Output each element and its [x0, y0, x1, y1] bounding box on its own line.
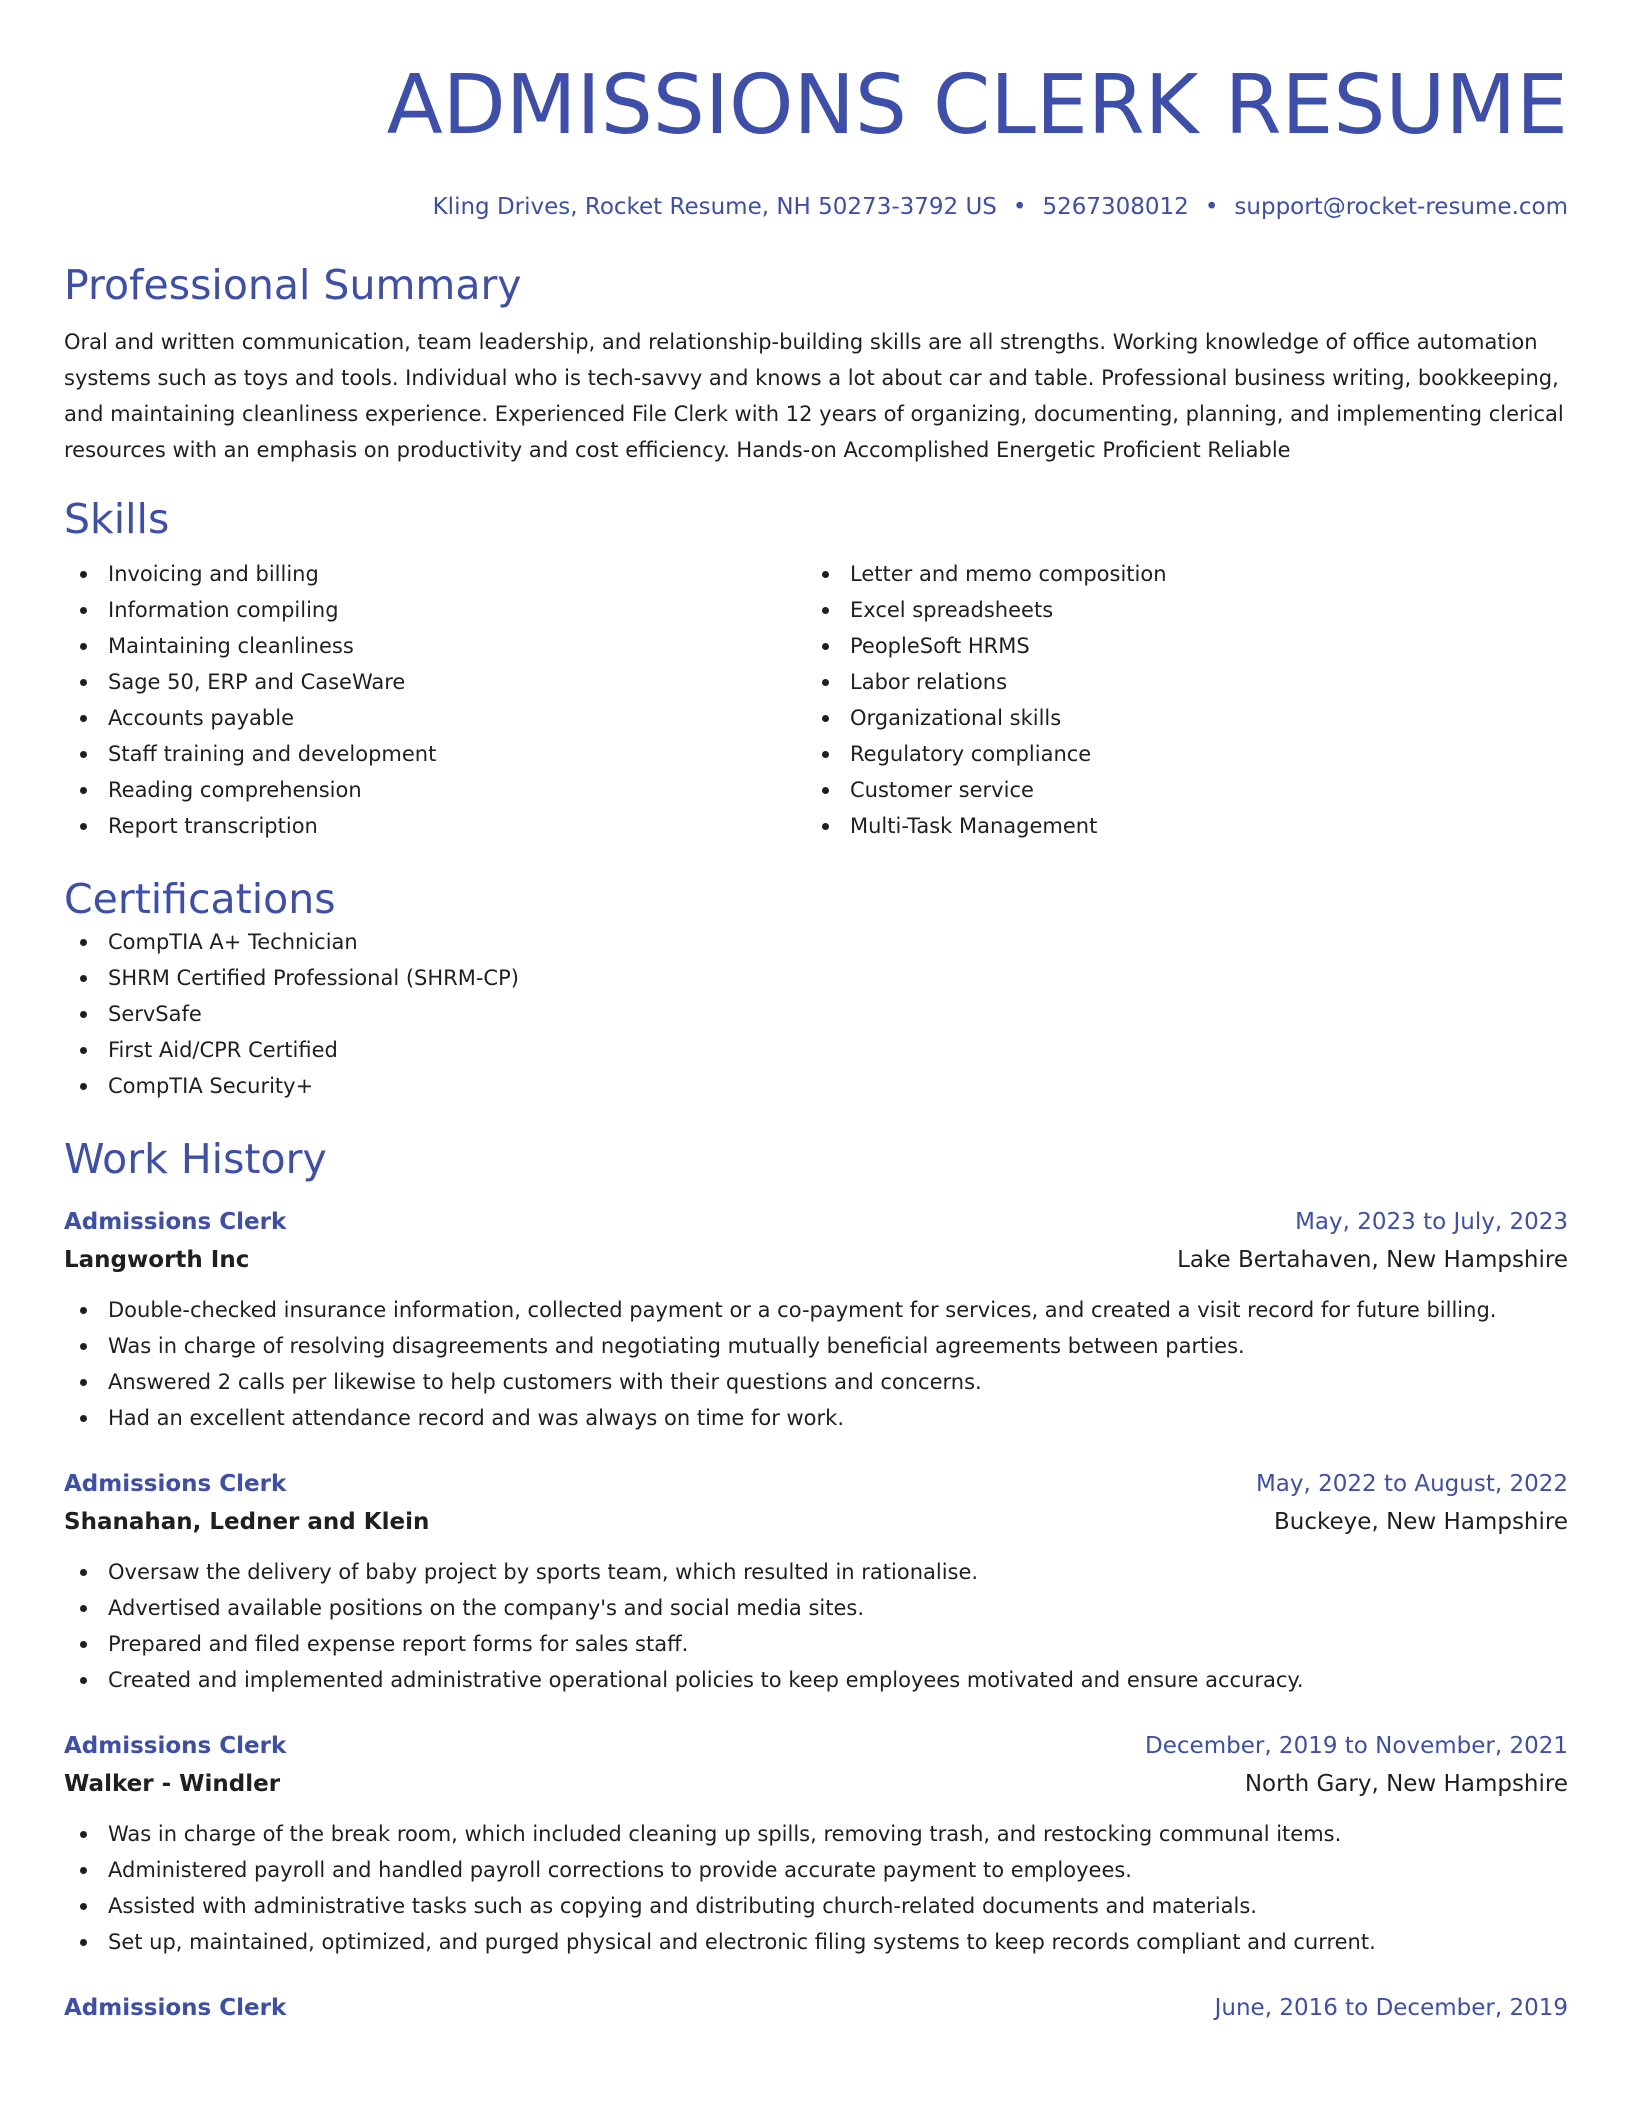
certification-item: First Aid/CPR Certified: [64, 1032, 1568, 1068]
resume-page: [64, 0, 1568, 2026]
skill-item: Organizational skills: [806, 700, 1548, 736]
job-title: Admissions Clerk: [64, 1995, 287, 2021]
skill-item: Sage 50, ERP and CaseWare: [64, 664, 806, 700]
job-dates: May, 2023 to July, 2023: [1295, 1209, 1568, 1235]
contact-separator: •: [1012, 194, 1027, 220]
job-bullet: Created and implemented administrative operational policies to keep employees motivated and ensure accuracy.: [64, 1662, 1568, 1698]
skill-item: Labor relations: [806, 664, 1548, 700]
job-header-row: [64, 1728, 1568, 1764]
job-title: Admissions Clerk: [64, 1471, 287, 1497]
job-company-row: [64, 1502, 1568, 1542]
skill-item: Customer service: [806, 772, 1548, 808]
job-entry: [64, 1204, 1568, 1436]
certification-item: ServSafe: [64, 996, 1568, 1032]
job-company-row: [64, 1240, 1568, 1280]
job-dates: June, 2016 to December, 2019: [1214, 1995, 1568, 2021]
section-title-skills: Skills: [64, 495, 170, 543]
skill-item: PeopleSoft HRMS: [806, 628, 1548, 664]
job-bullets: [64, 1292, 1568, 1436]
job-dates: December, 2019 to November, 2021: [1145, 1733, 1568, 1759]
job-bullet: Advertised available positions on the company's and social media sites.: [64, 1590, 1568, 1626]
job-bullets: [64, 1816, 1568, 1960]
job-header-row: [64, 1204, 1568, 1240]
section-title-summary: Professional Summary: [64, 261, 522, 309]
resume-title: ADMISSIONS CLERK RESUME: [386, 58, 1568, 153]
job-entry: [64, 1990, 1568, 2026]
job-location: Lake Bertahaven, New Hampshire: [1177, 1247, 1568, 1273]
skill-item: Report transcription: [64, 808, 806, 844]
certifications-list: [64, 924, 1568, 1104]
job-bullet: Was in charge of resolving disagreements and negotiating mutually beneficial agreements between parties.: [64, 1328, 1568, 1364]
section-title-work-history: Work History: [64, 1135, 327, 1183]
skill-item: Maintaining cleanliness: [64, 628, 806, 664]
contact-line: [64, 192, 1568, 222]
skill-item: Letter and memo composition: [806, 556, 1548, 592]
job-bullet: Had an excellent attendance record and was always on time for work.: [64, 1400, 1568, 1436]
contact-phone: 5267308012: [1042, 194, 1189, 220]
section-title-certifications: Certifications: [64, 875, 336, 923]
skill-item: Excel spreadsheets: [806, 592, 1548, 628]
job-company-row: [64, 1764, 1568, 1804]
skill-item: Invoicing and billing: [64, 556, 806, 592]
contact-email: support@rocket-resume.com: [1234, 194, 1568, 220]
job-company: Langworth Inc: [64, 1247, 250, 1273]
job-header-row: [64, 1466, 1568, 1502]
certification-item: CompTIA A+ Technician: [64, 924, 1568, 960]
job-title: Admissions Clerk: [64, 1209, 287, 1235]
job-bullet: Answered 2 calls per likewise to help customers with their questions and concerns.: [64, 1364, 1568, 1400]
skills-column-right: [806, 556, 1548, 844]
job-company: Walker - Windler: [64, 1771, 281, 1797]
job-bullet: Double-checked insurance information, collected payment or a co-payment for services, and created a visit record for future billing.: [64, 1292, 1568, 1328]
skills-column-left: [64, 556, 806, 844]
job-title: Admissions Clerk: [64, 1733, 287, 1759]
job-location: North Gary, New Hampshire: [1244, 1771, 1568, 1797]
job-entry: [64, 1728, 1568, 1960]
job-bullet: Oversaw the delivery of baby project by sports team, which resulted in rationalise.: [64, 1554, 1568, 1590]
job-bullets: [64, 1554, 1568, 1698]
job-bullet: Set up, maintained, optimized, and purged physical and electronic filing systems to keep records compliant and current.: [64, 1924, 1568, 1960]
job-bullet: Administered payroll and handled payroll corrections to provide accurate payment to employees.: [64, 1852, 1568, 1888]
contact-address: Kling Drives, Rocket Resume, NH 50273-3792 US: [432, 194, 997, 220]
job-bullet: Assisted with administrative tasks such as copying and distributing church-related documents and materials.: [64, 1888, 1568, 1924]
job-dates: May, 2022 to August, 2022: [1255, 1471, 1568, 1497]
job-entry: [64, 1466, 1568, 1698]
job-company: Shanahan, Ledner and Klein: [64, 1509, 430, 1535]
certification-item: CompTIA Security+: [64, 1068, 1568, 1104]
summary-text: Oral and written communication, team leadership, and relationship-building skills are all strengths. Working knowledge of office automation systems such as toys and tools. Individual who is tech-savvy and knows a lot about car and table. Professional business writing, bookkeeping, and maintaining cleanliness experience. Experienced File Clerk with 12 years of organizing, documenting, planning, and implementing clerical resources with an emphasis on productivity and cost efficiency. Hands-on Accomplished Energetic Proficient Reliable: [64, 330, 1564, 462]
skill-item: Information compiling: [64, 592, 806, 628]
skill-item: Accounts payable: [64, 700, 806, 736]
skill-item: Staff training and development: [64, 736, 806, 772]
job-location: Buckeye, New Hampshire: [1274, 1509, 1568, 1535]
job-header-row: [64, 1990, 1568, 2026]
skill-item: Regulatory compliance: [806, 736, 1548, 772]
certification-item: SHRM Certified Professional (SHRM-CP): [64, 960, 1568, 996]
skill-item: Multi-Task Management: [806, 808, 1548, 844]
skills-list: [64, 556, 1568, 844]
job-bullet: Prepared and filed expense report forms for sales staff.: [64, 1626, 1568, 1662]
job-bullet: Was in charge of the break room, which included cleaning up spills, removing trash, and restocking communal items.: [64, 1816, 1568, 1852]
contact-separator: •: [1204, 194, 1219, 220]
skill-item: Reading comprehension: [64, 772, 806, 808]
